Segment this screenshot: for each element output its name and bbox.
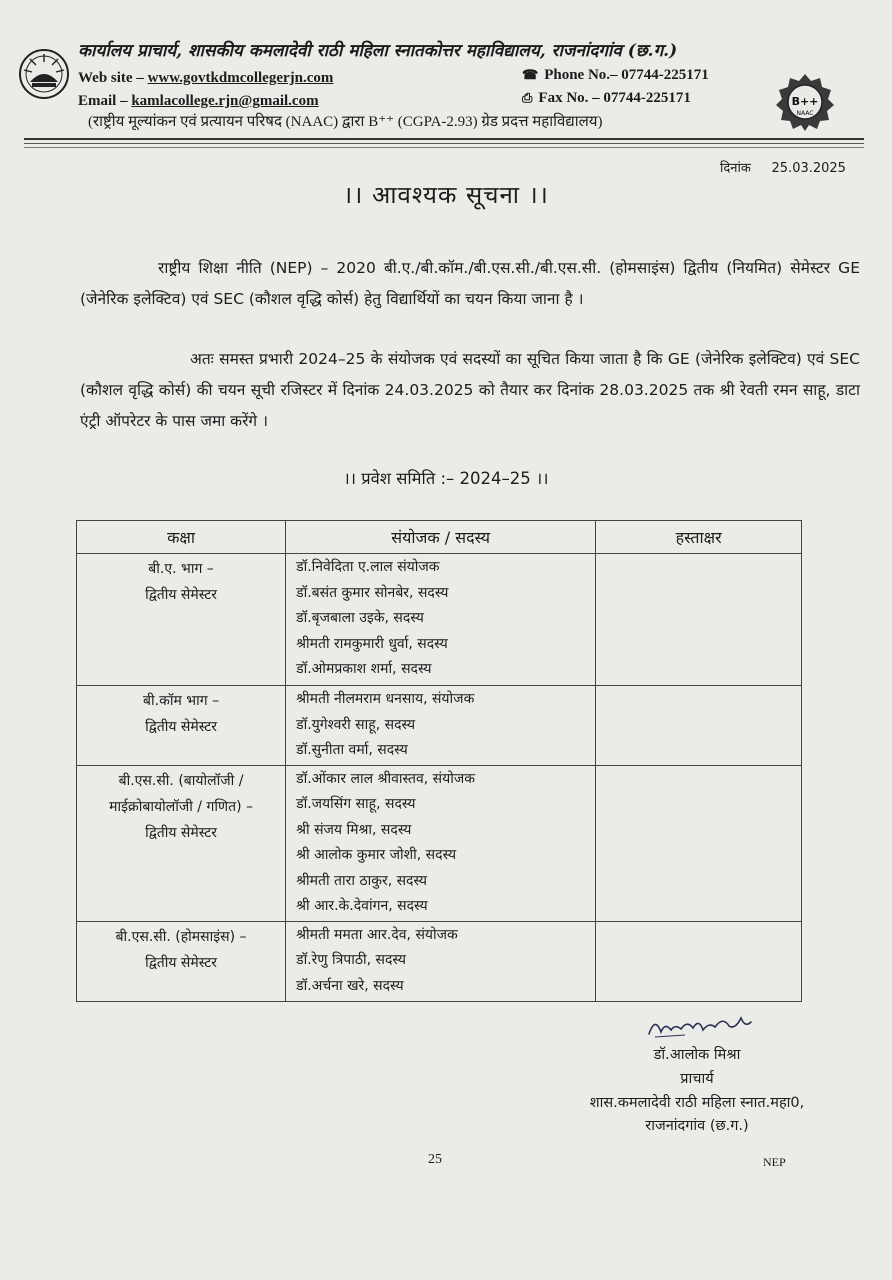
date-value: 25.03.2025	[771, 161, 846, 176]
phone-line	[522, 67, 709, 84]
footer-tag: NEP	[763, 1155, 786, 1169]
member-name: डॉ.ओमप्रकाश शर्मा, सदस्य	[296, 661, 432, 677]
member-name: श्रीमती ममता आर.देव, संयोजक	[296, 926, 458, 943]
table-header-row	[77, 521, 802, 554]
members-cell	[286, 554, 596, 686]
notice-paragraph-2: अतः समस्त प्रभारी 2024–25 के संयोजक एवं सदस्यों का सूचित किया जाता है कि GE (जेनेरिक इलेक्टिव) एवं SEC (कौशल वृद्धि कोर्स) की चयन सूची रजिस्टर में दिनांक 24.03.2025 को तैयार कर दिनांक 28.03.2025 तक श्री रेवती रमन साहू, डाटा एंट्री ऑपरेटर के पास जमा करेंगे ।	[80, 350, 860, 430]
class-line: द्वितीय सेमेस्टर	[145, 954, 217, 971]
table-row	[77, 921, 802, 1001]
member-name: डॉ.सुनीता वर्मा, सदस्य	[296, 742, 408, 758]
signatory-city: राजनांदगांव (छ.ग.)	[645, 1118, 749, 1134]
class-line: द्वितीय सेमेस्टर	[145, 587, 217, 603]
member-name: डॉ.अर्चना खरे, सदस्य	[296, 977, 404, 994]
header-members: संयोजक / सदस्य	[286, 521, 596, 554]
member-name: डॉ.ओंकार लाल श्रीवास्तव, संयोजक	[296, 770, 475, 787]
committee-table	[76, 520, 802, 1002]
class-line: द्वितीय सेमेस्टर	[145, 824, 217, 841]
notice-heading: ।। आवश्यक सूचना ।।	[343, 181, 549, 209]
header-class: कक्षा	[77, 521, 286, 554]
notice-date	[720, 158, 846, 176]
email-link[interactable]: kamlacollege.rjn@gmail.com	[131, 93, 319, 109]
member-name: श्रीमती रामकुमारी धुर्वा, सदस्य	[296, 635, 448, 652]
letterhead-divider	[24, 138, 864, 140]
letterhead-divider-3	[24, 147, 864, 148]
class-cell	[77, 765, 286, 921]
seal-naac: NAAC	[796, 110, 814, 117]
table-row	[77, 686, 802, 766]
member-name: श्री आलोक कुमार जोशी, सदस्य	[296, 847, 457, 863]
table-row	[77, 554, 802, 686]
class-line: बी.ए. भाग –	[148, 561, 214, 577]
signature-cell	[596, 921, 802, 1001]
signatory-name: डॉ.आलोक मिश्रा	[653, 1047, 741, 1063]
members-cell	[286, 686, 596, 766]
member-name: श्री संजय मिश्रा, सदस्य	[296, 821, 412, 838]
signature-cell	[596, 686, 802, 766]
phone-icon: ☎	[522, 67, 539, 82]
fax-icon: ⎙	[522, 90, 533, 105]
member-name: श्रीमती नीलमराम धनसाय, संयोजक	[296, 691, 475, 707]
email-line	[78, 93, 319, 110]
signature-cell	[596, 554, 802, 686]
members-cell	[286, 765, 596, 921]
letterhead-divider-2	[24, 143, 864, 144]
seal-grade: B++	[791, 95, 819, 108]
member-name: श्रीमती तारा ठाकुर, सदस्य	[296, 872, 428, 889]
class-cell	[77, 554, 286, 686]
notice-paragraph-1: राष्ट्रीय शिक्षा नीति (NEP) – 2020 बी.ए./बी.कॉम./बी.एस.सी./बी.एस.सी. (होमसाइंस) द्वितीय (नियमित) सेमेस्टर GE (जेनेरिक इलेक्टिव) एवं SEC (कौशल वृद्धि कोर्स) हेतु विद्यार्थियों का चयन किया जाना है ।	[80, 259, 860, 308]
class-line: माईक्रोबायोलॉजी / गणित) –	[109, 798, 253, 815]
handwritten-signature	[645, 1010, 755, 1042]
table-row	[77, 765, 802, 921]
page-number: 25	[428, 1152, 442, 1167]
header-signature: हस्ताक्षर	[596, 521, 802, 554]
class-line: बी.एस.सी. (बायोलॉजी /	[118, 772, 244, 789]
class-cell	[77, 686, 286, 766]
website-link[interactable]: www.govtkdmcollegerjn.com	[147, 70, 334, 86]
committee-heading: ।। प्रवेश समिति :– 2024–25 ।।	[343, 469, 549, 488]
naac-accreditation-line: (राष्ट्रीय मूल्यांकन एवं प्रत्यायन परिषद (NAAC) द्वारा B⁺⁺ (CGPA-2.93) ग्रेड प्रदत्त महाविद्यालय)	[88, 114, 603, 130]
signatory-title: प्राचार्य	[680, 1071, 714, 1087]
website-label: Web site –	[78, 70, 148, 86]
signatory-institution: शास.कमलादेवी राठी महिला स्नात.महा0,	[589, 1095, 805, 1111]
naac-seal-icon	[772, 72, 838, 132]
member-name: डॉ.बसंत कुमार सोनबेर, सदस्य	[296, 584, 449, 601]
class-line: द्वितीय सेमेस्टर	[145, 719, 217, 735]
member-name: डॉ.बृजबाला उइके, सदस्य	[296, 610, 424, 626]
member-name: श्री आर.के.देवांगन, सदस्य	[296, 898, 428, 914]
class-line: बी.एस.सी. (होमसाइंस) –	[115, 928, 247, 945]
member-name: डॉ.रेणु त्रिपाठी, सदस्य	[296, 952, 406, 968]
fax-line	[522, 90, 691, 107]
college-logo	[18, 48, 70, 100]
phone-number: Phone No.– 07744-225171	[544, 67, 709, 83]
member-name: डॉ.जयसिंग साहू, सदस्य	[296, 796, 416, 812]
members-cell	[286, 921, 596, 1001]
website-line	[78, 70, 333, 87]
signature-cell	[596, 765, 802, 921]
letterhead-title: कार्यालय प्राचार्य, शासकीय कमलादेवी राठी महिला स्नातकोत्तर महाविद्यालय, राजनांदगांव (छ.ग.)	[78, 41, 678, 61]
fax-number: Fax No. – 07744-225171	[538, 90, 691, 106]
email-label: Email –	[78, 93, 132, 109]
member-name: डॉ.निवेदिता ए.लाल संयोजक	[296, 559, 440, 575]
class-line: बी.कॉम भाग –	[143, 693, 220, 709]
member-name: डॉ.युगेश्वरी साहू, सदस्य	[296, 716, 416, 733]
class-cell	[77, 921, 286, 1001]
date-label: दिनांक	[720, 161, 751, 176]
